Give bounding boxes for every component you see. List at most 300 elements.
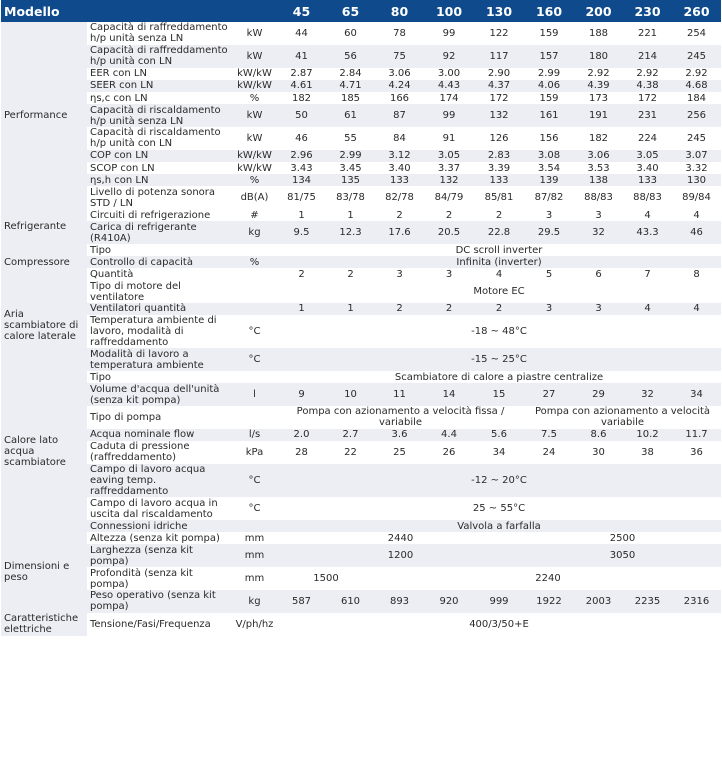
- value-cell: 174: [424, 92, 474, 104]
- table-row: [1, 45, 721, 68]
- row-unit: °C: [232, 464, 277, 497]
- value-cell: 3: [524, 209, 574, 221]
- model-column-header: 160: [524, 0, 574, 22]
- value-cell: 55: [326, 127, 375, 150]
- value-cell: 75: [375, 45, 424, 68]
- value-cell: 133: [623, 174, 672, 186]
- value-cell: 46: [672, 221, 721, 244]
- group-label: Dimensioni e peso: [1, 532, 87, 613]
- value-cell: 1: [326, 209, 375, 221]
- value-cell: 3.00: [424, 68, 474, 80]
- row-label: Modalità di lavoro a temperatura ambiente: [87, 348, 232, 371]
- row-unit: kW/kW: [232, 68, 277, 80]
- row-label: Tipo di pompa: [87, 406, 232, 429]
- value-cell: 3.54: [524, 162, 574, 174]
- value-cell: 126: [474, 127, 524, 150]
- value-cell: 78: [375, 22, 424, 45]
- value-cell: 3.37: [424, 162, 474, 174]
- value-cell: 2.92: [623, 68, 672, 80]
- merged-value-cell: -15 ~ 25°C: [277, 348, 721, 371]
- table-row: [1, 92, 721, 104]
- row-label: Tipo di motore del ventilatore: [87, 281, 232, 303]
- row-label: Volume d'acqua dell'unità (senza kit pompa): [87, 383, 232, 406]
- value-cell: 3.06: [574, 150, 623, 162]
- value-cell: 38: [623, 441, 672, 464]
- row-unit: kg: [232, 221, 277, 244]
- value-cell: 224: [623, 127, 672, 150]
- row-unit: %: [232, 92, 277, 104]
- row-unit: [232, 244, 277, 256]
- value-cell: 46: [277, 127, 326, 150]
- value-cell: 91: [424, 127, 474, 150]
- value-cell: 34: [474, 441, 524, 464]
- value-cell: 3: [424, 268, 474, 280]
- group-label: Refrigerante: [1, 209, 87, 244]
- table-row: [1, 613, 721, 636]
- value-cell: 4.61: [277, 80, 326, 92]
- model-column-header: 80: [375, 0, 424, 22]
- table-row: [1, 104, 721, 127]
- value-cell: 256: [672, 104, 721, 127]
- value-cell: 3.45: [326, 162, 375, 174]
- row-unit: %: [232, 256, 277, 268]
- value-cell: 133: [474, 174, 524, 186]
- value-cell: 130: [672, 174, 721, 186]
- value-cell: 4: [623, 303, 672, 315]
- row-label: SCOP con LN: [87, 162, 232, 174]
- value-cell: 3.43: [277, 162, 326, 174]
- merged-value-cell: 3050: [524, 544, 721, 567]
- table-row: [1, 162, 721, 174]
- value-cell: 22: [326, 441, 375, 464]
- value-cell: 2: [375, 209, 424, 221]
- value-cell: 29: [574, 383, 623, 406]
- row-label: Capacità di raffreddamento h/p unità con LN: [87, 45, 232, 68]
- value-cell: 587: [277, 590, 326, 613]
- value-cell: 61: [326, 104, 375, 127]
- value-cell: 1922: [524, 590, 574, 613]
- value-cell: 3.39: [474, 162, 524, 174]
- merged-value-cell: Pompa con azionamento a velocità fissa / variabile: [277, 406, 524, 429]
- table-row: [1, 315, 721, 348]
- row-label: Campo di lavoro acqua eaving temp. raffreddamento: [87, 464, 232, 497]
- row-label: Livello di potenza sonora STD / LN: [87, 186, 232, 209]
- value-cell: 44: [277, 22, 326, 45]
- value-cell: 3.6: [375, 429, 424, 441]
- row-unit: %: [232, 174, 277, 186]
- value-cell: 2.0: [277, 429, 326, 441]
- row-unit: kPa: [232, 441, 277, 464]
- row-label: Peso operativo (senza kit pompa): [87, 590, 232, 613]
- table-row: [1, 348, 721, 371]
- model-label: Modello: [1, 0, 87, 22]
- value-cell: 7.5: [524, 429, 574, 441]
- table-row: [1, 150, 721, 162]
- model-column-header: 65: [326, 0, 375, 22]
- value-cell: 27: [524, 383, 574, 406]
- table-row: [1, 268, 721, 280]
- value-cell: 2316: [672, 590, 721, 613]
- row-label: Profondità (senza kit pompa): [87, 567, 232, 590]
- value-cell: 9.5: [277, 221, 326, 244]
- row-label: Altezza (senza kit pompa): [87, 532, 232, 544]
- value-cell: 245: [672, 127, 721, 150]
- group-label: Performance: [1, 22, 87, 209]
- value-cell: 3.40: [375, 162, 424, 174]
- value-cell: 26: [424, 441, 474, 464]
- value-cell: 24: [524, 441, 574, 464]
- merged-value-cell: 1500: [277, 567, 375, 590]
- table-row: [1, 371, 721, 383]
- value-cell: 88/83: [574, 186, 623, 209]
- row-label: Capacità di riscaldamento h/p unità con LN: [87, 127, 232, 150]
- value-cell: 50: [277, 104, 326, 127]
- value-cell: 60: [326, 22, 375, 45]
- value-cell: 56: [326, 45, 375, 68]
- row-unit: °C: [232, 348, 277, 371]
- merged-value-cell: 2500: [524, 532, 721, 544]
- merged-value-cell: 25 ~ 55°C: [277, 497, 721, 520]
- table-row: [1, 441, 721, 464]
- row-unit: °C: [232, 315, 277, 348]
- merged-value-cell: Scambiatore di calore a piastre centralize: [277, 371, 721, 383]
- value-cell: 2003: [574, 590, 623, 613]
- value-cell: 132: [474, 104, 524, 127]
- row-label: Carica di refrigerante (R410A): [87, 221, 232, 244]
- row-unit: °C: [232, 497, 277, 520]
- value-cell: 3.08: [524, 150, 574, 162]
- row-label: Ventilatori quantità: [87, 303, 232, 315]
- value-cell: 159: [524, 22, 574, 45]
- row-unit: [232, 371, 277, 383]
- specification-body: [1, 22, 721, 636]
- row-label: Acqua nominale flow: [87, 429, 232, 441]
- table-row: [1, 383, 721, 406]
- row-unit: kW/kW: [232, 80, 277, 92]
- value-cell: 22.8: [474, 221, 524, 244]
- value-cell: 82/78: [375, 186, 424, 209]
- merged-value-cell: 1200: [277, 544, 524, 567]
- header-spacer: [232, 0, 277, 22]
- table-row: [1, 68, 721, 80]
- value-cell: 25: [375, 441, 424, 464]
- value-cell: 36: [672, 441, 721, 464]
- value-cell: 4.71: [326, 80, 375, 92]
- group-label: Calore lato acqua scambiatore: [1, 371, 87, 532]
- value-cell: 92: [424, 45, 474, 68]
- value-cell: 245: [672, 45, 721, 68]
- value-cell: 4.4: [424, 429, 474, 441]
- row-label: Capacità di raffreddamento h/p unità senza LN: [87, 22, 232, 45]
- value-cell: 4: [672, 209, 721, 221]
- value-cell: 1: [277, 303, 326, 315]
- value-cell: 3.12: [375, 150, 424, 162]
- model-column-header: 200: [574, 0, 623, 22]
- value-cell: 188: [574, 22, 623, 45]
- value-cell: 14: [424, 383, 474, 406]
- value-cell: 32: [574, 221, 623, 244]
- value-cell: 99: [424, 22, 474, 45]
- table-row: [1, 244, 721, 256]
- value-cell: 84: [375, 127, 424, 150]
- value-cell: 610: [326, 590, 375, 613]
- table-row: [1, 80, 721, 92]
- group-label: Compressore: [1, 244, 87, 281]
- value-cell: 156: [524, 127, 574, 150]
- value-cell: 34: [672, 383, 721, 406]
- value-cell: 17.6: [375, 221, 424, 244]
- value-cell: 3: [375, 268, 424, 280]
- value-cell: 132: [424, 174, 474, 186]
- model-column-header: 45: [277, 0, 326, 22]
- value-cell: 99: [424, 104, 474, 127]
- table-row: [1, 464, 721, 497]
- value-cell: 3.06: [375, 68, 424, 80]
- value-cell: 15: [474, 383, 524, 406]
- value-cell: 89/84: [672, 186, 721, 209]
- value-cell: 30: [574, 441, 623, 464]
- value-cell: 221: [623, 22, 672, 45]
- row-unit: kW: [232, 127, 277, 150]
- merged-value-cell: Motore EC: [277, 281, 721, 303]
- header-row: [1, 0, 721, 22]
- row-unit: kW/kW: [232, 150, 277, 162]
- value-cell: 6: [574, 268, 623, 280]
- value-cell: 2.87: [277, 68, 326, 80]
- value-cell: 2: [277, 268, 326, 280]
- row-unit: V/ph/hz: [232, 613, 277, 636]
- row-label: Caduta di pressione (raffreddamento): [87, 441, 232, 464]
- value-cell: 2: [424, 303, 474, 315]
- value-cell: 182: [277, 92, 326, 104]
- value-cell: 5: [524, 268, 574, 280]
- value-cell: 10: [326, 383, 375, 406]
- merged-value-cell: -18 ~ 48°C: [277, 315, 721, 348]
- row-unit: [232, 520, 277, 532]
- table-row: [1, 429, 721, 441]
- value-cell: 20.5: [424, 221, 474, 244]
- value-cell: 8: [672, 268, 721, 280]
- merged-value-cell: 400/3/50+E: [277, 613, 721, 636]
- value-cell: 87/82: [524, 186, 574, 209]
- table-row: [1, 209, 721, 221]
- row-unit: kW: [232, 104, 277, 127]
- value-cell: 157: [524, 45, 574, 68]
- model-column-header: 260: [672, 0, 721, 22]
- value-cell: 3.05: [424, 150, 474, 162]
- value-cell: 83/78: [326, 186, 375, 209]
- row-unit: [232, 281, 277, 303]
- row-unit: kW/kW: [232, 162, 277, 174]
- merged-value-cell: 2440: [277, 532, 524, 544]
- row-unit: kW: [232, 45, 277, 68]
- value-cell: 3: [574, 303, 623, 315]
- value-cell: 4.39: [574, 80, 623, 92]
- table-row: [1, 127, 721, 150]
- header-spacer: [87, 0, 232, 22]
- row-unit: mm: [232, 567, 277, 590]
- value-cell: 122: [474, 22, 524, 45]
- value-cell: 7: [623, 268, 672, 280]
- value-cell: 88/83: [623, 186, 672, 209]
- row-unit: l: [232, 383, 277, 406]
- row-label: Campo di lavoro acqua in uscita dal riscaldamento: [87, 497, 232, 520]
- value-cell: 185: [326, 92, 375, 104]
- value-cell: 3.07: [672, 150, 721, 162]
- table-row: [1, 22, 721, 45]
- table-row: [1, 406, 721, 429]
- table-row: [1, 544, 721, 567]
- value-cell: 29.5: [524, 221, 574, 244]
- value-cell: 172: [623, 92, 672, 104]
- merged-value-cell: Valvola a farfalla: [277, 520, 721, 532]
- value-cell: 4: [474, 268, 524, 280]
- row-label: EER con LN: [87, 68, 232, 80]
- table-row: [1, 186, 721, 209]
- group-label: Caratteristiche elettriche: [1, 613, 87, 636]
- merged-value-cell: Infinita (inverter): [277, 256, 721, 268]
- row-label: Capacità di riscaldamento h/p unità senza LN: [87, 104, 232, 127]
- value-cell: 133: [375, 174, 424, 186]
- value-cell: 999: [474, 590, 524, 613]
- merged-value-cell: DC scroll inverter: [277, 244, 721, 256]
- value-cell: 2.92: [672, 68, 721, 80]
- value-cell: 3.40: [623, 162, 672, 174]
- row-label: Tipo: [87, 371, 232, 383]
- value-cell: 3.05: [623, 150, 672, 162]
- row-label: Larghezza (senza kit pompa): [87, 544, 232, 567]
- value-cell: 172: [474, 92, 524, 104]
- value-cell: 2: [424, 209, 474, 221]
- value-cell: 3: [524, 303, 574, 315]
- row-label: Temperatura ambiente di lavoro, modalità di raffreddamento: [87, 315, 232, 348]
- value-cell: 2: [326, 268, 375, 280]
- value-cell: 41: [277, 45, 326, 68]
- value-cell: 12.3: [326, 221, 375, 244]
- table-row: [1, 256, 721, 268]
- value-cell: 920: [424, 590, 474, 613]
- value-cell: 134: [277, 174, 326, 186]
- value-cell: 254: [672, 22, 721, 45]
- value-cell: 2: [474, 303, 524, 315]
- value-cell: 2.99: [524, 68, 574, 80]
- row-label: Controllo di capacità: [87, 256, 232, 268]
- value-cell: 214: [623, 45, 672, 68]
- value-cell: 893: [375, 590, 424, 613]
- value-cell: 182: [574, 127, 623, 150]
- row-unit: dB(A): [232, 186, 277, 209]
- value-cell: 11: [375, 383, 424, 406]
- value-cell: 2: [375, 303, 424, 315]
- value-cell: 117: [474, 45, 524, 68]
- value-cell: 2.92: [574, 68, 623, 80]
- value-cell: 2235: [623, 590, 672, 613]
- row-unit: [232, 268, 277, 280]
- row-label: ηs,c con LN: [87, 92, 232, 104]
- value-cell: 166: [375, 92, 424, 104]
- table-row: [1, 174, 721, 186]
- value-cell: 2: [474, 209, 524, 221]
- group-label: Aria scambiatore di calore laterale: [1, 281, 87, 371]
- merged-value-cell: 2240: [375, 567, 721, 590]
- table-row: [1, 497, 721, 520]
- value-cell: 4.68: [672, 80, 721, 92]
- row-label: COP con LN: [87, 150, 232, 162]
- value-cell: 4.38: [623, 80, 672, 92]
- value-cell: 81/75: [277, 186, 326, 209]
- value-cell: 3.53: [574, 162, 623, 174]
- value-cell: 191: [574, 104, 623, 127]
- value-cell: 10.2: [623, 429, 672, 441]
- value-cell: 3.32: [672, 162, 721, 174]
- value-cell: 2.84: [326, 68, 375, 80]
- table-row: [1, 532, 721, 544]
- value-cell: 139: [524, 174, 574, 186]
- table-row: [1, 281, 721, 303]
- value-cell: 9: [277, 383, 326, 406]
- value-cell: 161: [524, 104, 574, 127]
- value-cell: 85/81: [474, 186, 524, 209]
- value-cell: 1: [277, 209, 326, 221]
- row-label: ηs,h con LN: [87, 174, 232, 186]
- value-cell: 2.7: [326, 429, 375, 441]
- value-cell: 32: [623, 383, 672, 406]
- row-label: Tensione/Fasi/Frequenza: [87, 613, 232, 636]
- value-cell: 159: [524, 92, 574, 104]
- row-unit: mm: [232, 532, 277, 544]
- value-cell: 4.43: [424, 80, 474, 92]
- value-cell: 2.96: [277, 150, 326, 162]
- row-label: Quantità: [87, 268, 232, 280]
- value-cell: 4.24: [375, 80, 424, 92]
- row-label: SEER con LN: [87, 80, 232, 92]
- row-label: Connessioni idriche: [87, 520, 232, 532]
- table-row: [1, 520, 721, 532]
- row-unit: kW: [232, 22, 277, 45]
- value-cell: 4.06: [524, 80, 574, 92]
- value-cell: 184: [672, 92, 721, 104]
- value-cell: 4: [672, 303, 721, 315]
- merged-value-cell: -12 ~ 20°C: [277, 464, 721, 497]
- row-unit: l/s: [232, 429, 277, 441]
- row-unit: #: [232, 209, 277, 221]
- table-row: [1, 221, 721, 244]
- value-cell: 1: [326, 303, 375, 315]
- value-cell: 2.90: [474, 68, 524, 80]
- model-column-header: 230: [623, 0, 672, 22]
- value-cell: 87: [375, 104, 424, 127]
- row-unit: mm: [232, 544, 277, 567]
- value-cell: 11.7: [672, 429, 721, 441]
- value-cell: 180: [574, 45, 623, 68]
- table-row: [1, 303, 721, 315]
- value-cell: 28: [277, 441, 326, 464]
- value-cell: 43.3: [623, 221, 672, 244]
- value-cell: 8.6: [574, 429, 623, 441]
- value-cell: 231: [623, 104, 672, 127]
- specification-table: [1, 0, 721, 636]
- value-cell: 173: [574, 92, 623, 104]
- row-label: Circuiti di refrigerazione: [87, 209, 232, 221]
- merged-value-cell: Pompa con azionamento a velocità variabile: [524, 406, 721, 429]
- row-unit: [232, 303, 277, 315]
- value-cell: 3: [574, 209, 623, 221]
- value-cell: 135: [326, 174, 375, 186]
- value-cell: 2.83: [474, 150, 524, 162]
- value-cell: 4.37: [474, 80, 524, 92]
- row-label: Tipo: [87, 244, 232, 256]
- row-unit: kg: [232, 590, 277, 613]
